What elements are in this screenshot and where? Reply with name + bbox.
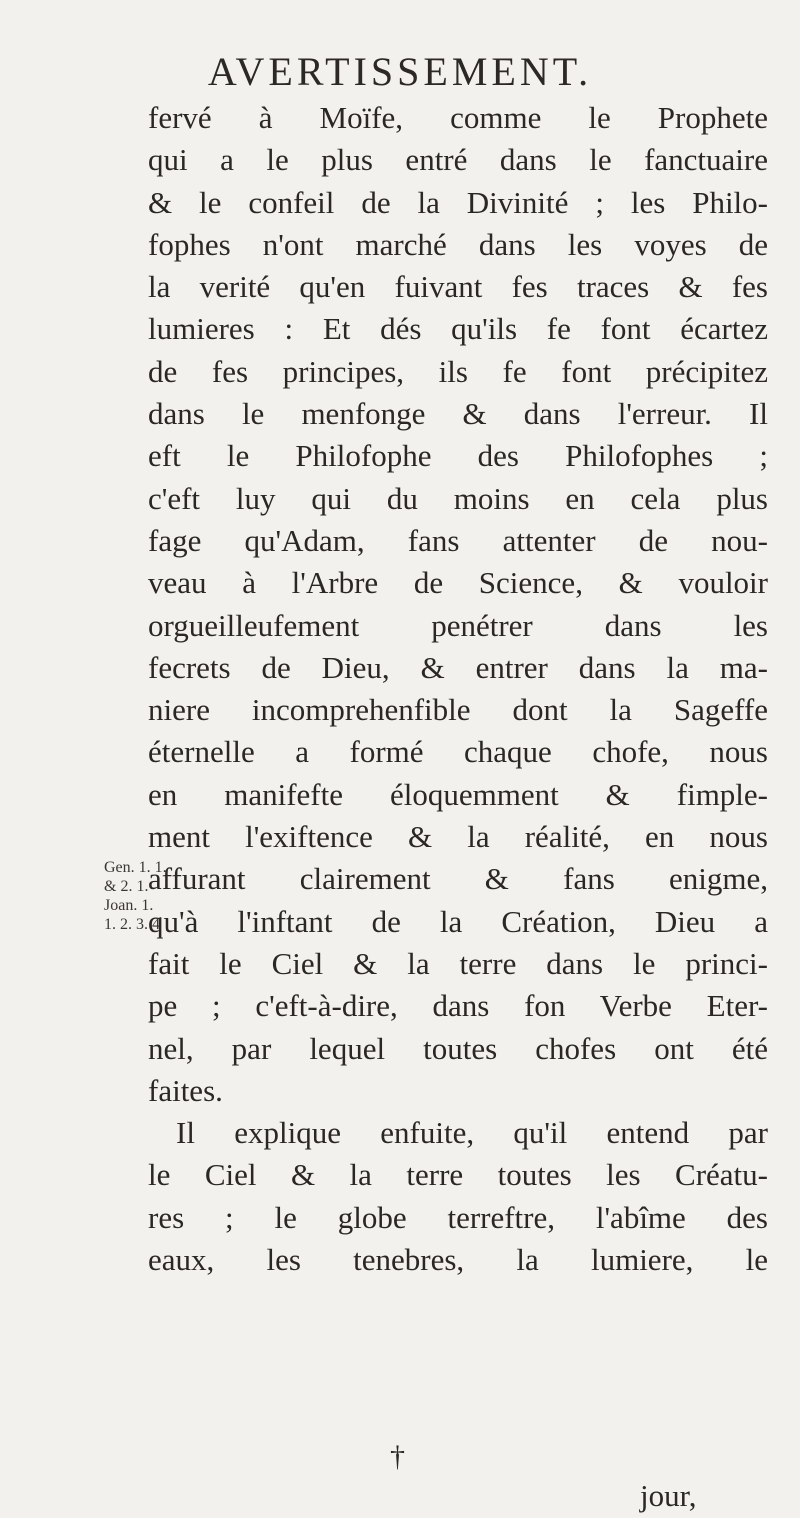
text-line: qui a le plus entré dans le fanctuaire <box>148 142 768 178</box>
signature-mark: † <box>390 1440 405 1473</box>
margin-citation-line: & 2. 1. <box>104 878 149 895</box>
text-line: dans le menfonge & dans l'erreur. Il <box>148 396 768 432</box>
text-line: fage qu'Adam, fans attenter de nou- <box>148 522 768 558</box>
margin-citation-line: Gen. 1. 1. <box>104 859 167 876</box>
text-line: niere incomprehenfible dont la Sageffe <box>148 692 768 728</box>
text-line: le Ciel & la terre toutes les Créatu- <box>148 1157 768 1193</box>
text-line: ment l'exiftence & la réalité, en nous <box>148 819 768 855</box>
catchword: jour, <box>640 1478 697 1513</box>
text-line: orgueilleufement penétrer dans les <box>148 607 768 643</box>
text-line: fecrets de Dieu, & entrer dans la ma- <box>148 649 768 685</box>
text-line: & le confeil de la Divinité ; les Philo- <box>148 184 768 220</box>
running-head: AVERTISSEMENT. <box>207 49 593 94</box>
text-line: nel, par lequel toutes chofes ont été <box>148 1030 768 1066</box>
text-line: eaux, les tenebres, la lumiere, le <box>148 1242 768 1278</box>
text-line: qu'à l'inftant de la Création, Dieu a <box>148 903 768 939</box>
text-line: fait le Ciel & la terre dans le princi- <box>148 945 768 981</box>
text-line: Il explique enfuite, qu'il entend par <box>176 1115 768 1151</box>
text-line: affurant clairement & fans enigme, <box>148 861 768 897</box>
text-line: c'eft luy qui du moins en cela plus <box>148 480 768 516</box>
text-line: éternelle a formé chaque chofe, nous <box>148 734 768 770</box>
body-text <box>148 97 768 1281</box>
text-line: la verité qu'en fuivant fes traces & fes <box>148 269 768 305</box>
margin-citation-line: 1. 2. 3. 4 <box>104 916 160 933</box>
text-line: eft le Philofophe des Philofophes ; <box>148 438 768 474</box>
text-line: fervé à Moïfe, comme le Prophete <box>148 100 768 135</box>
text-line: pe ; c'eft-à-dire, dans fon Verbe Eter- <box>148 988 768 1024</box>
margin-citation-line: Joan. 1. <box>104 897 154 914</box>
text-line: res ; le globe terreftre, l'abîme des <box>148 1199 768 1235</box>
margin-citation <box>104 858 167 934</box>
text-line: lumieres : Et dés qu'ils fe font écartez <box>148 311 768 347</box>
text-line: veau à l'Arbre de Science, & vouloir <box>148 565 768 601</box>
text-line: en manifefte éloquemment & fimple- <box>148 776 768 812</box>
text-line: faites. <box>148 1072 223 1108</box>
text-line: fophes n'ont marché dans les voyes de <box>148 226 768 262</box>
text-line: de fes principes, ils fe font précipitez <box>148 353 768 389</box>
